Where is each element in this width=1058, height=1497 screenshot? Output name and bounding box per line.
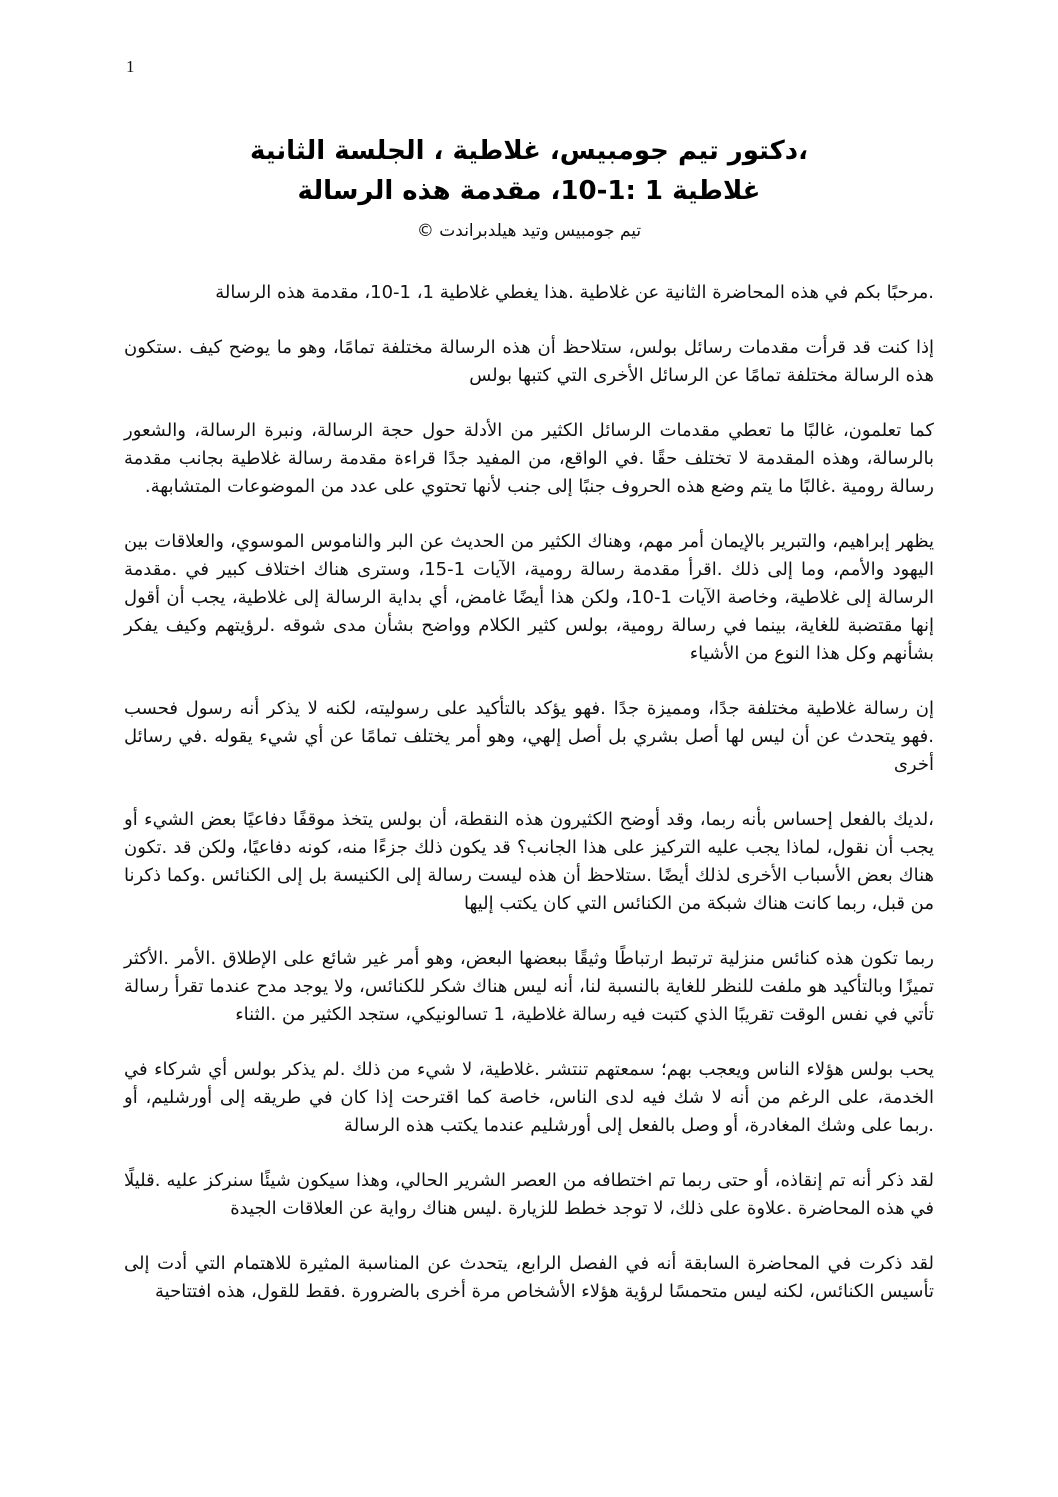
paragraph: يحب بولس هؤلاء الناس ويعجب بهم؛ سمعتهم تنتشر .غلاطية، لا شيء من ذلك .لم يذكر بولس أي شركاء في الخدمة، على الرغم من أنه لا شك فيه لدى الناس، خاصة كما اقترحت إذا كان في طريقه إلى أورشليم، أو .ربما على وشك المغادرة، أو وصل بالفعل إلى أورشليم عندما يكتب هذه الرسالة: [124, 1059, 934, 1136]
paragraph: لقد ذكر أنه تم إنقاذه، أو حتى ربما تم اختطافه من العصر الشرير الحالي، وهذا سيكون شيئًا سنركز عليه .قليلًا في هذه المحاضرة .علاوة على ذلك، لا توجد خطط للزيارة .ليس هناك رواية عن العلاقات الجيدة: [124, 1170, 934, 1219]
title-line-1: ،دكتور تيم جومبيس، غلاطية ، الجلسة الثانية: [250, 136, 808, 166]
document-content: [124, 131, 934, 1333]
paragraph: إذا كنت قد قرأت مقدمات رسائل بولس، ستلاحظ أن هذه الرسالة مختلفة تمامًا، وهو ما يوضح كيف .ستكون هذه الرسالة مختلفة تمامًا عن الرسائل الأخرى التي كتبها بولس: [124, 337, 934, 386]
paragraph: .مرحبًا بكم في هذه المحاضرة الثانية عن غلاطية .هذا يغطي غلاطية 1، 1-10، مقدمة هذه الرسالة: [215, 282, 934, 303]
paragraph: يظهر إبراهيم، والتبرير بالإيمان أمر مهم، وهناك الكثير من الحديث عن البر والناموس الموسوي، والعلاقات بين اليهود والأمم، وما إلى ذلك .اقرأ مقدمة رسالة رومية، الآيات 1-15، وسترى هناك اختلاف كبير في .مقدمة الرسالة إلى غلاطية، وخاصة الآيات 1-10، ولكن هذا أيضًا غامض، أي بداية الرسالة إلى غلاطية، يجب أن أقول إنها مقتضبة للغاية، بينما في رسالة رومية، بولس كثير الكلام وواضح بشأن مدى شوقه .لرؤيتهم وكيف يفكر بشأنهم وكل هذا النوع من الأشياء: [124, 531, 935, 664]
paragraph: إن رسالة غلاطية مختلفة جدًا، ومميزة جدًا .فهو يؤكد بالتأكيد على رسوليته، لكنه لا يذكر أنه رسول فحسب .فهو يتحدث عن أن ليس لها أصل بشري بل أصل إلهي، وهو أمر يختلف تمامًا عن أي شيء يقوله .في رسائل أخرى: [124, 698, 934, 775]
byline: تيم جومبيس وتيد هيلدبراندت ©: [416, 221, 642, 241]
page-number: 1: [126, 57, 135, 76]
body-text: [124, 279, 934, 1306]
title-line-2: غلاطية 1 :1-10، مقدمة هذه الرسالة: [297, 176, 761, 206]
paragraph: ،لديك بالفعل إحساس بأنه ربما، وقد أوضح الكثيرون هذه النقطة، أن بولس يتخذ موقفًا دفاعيًا بعض الشيء أو يجب أن نقول، لماذا يجب عليه التركيز على هذا الجانب؟ قد يكون ذلك جزءًا منه، كونه دفاعيًا، ولكن قد .تكون هناك بعض الأسباب الأخرى لذلك أيضًا .ستلاحظ أن هذه ليست رسالة إلى الكنيسة بل إلى الكنائس .وكما ذكرنا من قبل، ربما كانت هناك شبكة من الكنائس التي كان يكتب إليها: [124, 809, 934, 914]
document-title: [124, 131, 934, 211]
paragraph: كما تعلمون، غالبًا ما تعطي مقدمات الرسائل الكثير من الأدلة حول حجة الرسالة، ونبرة الرسالة، والشعور بالرسالة، وهذه المقدمة لا تختلف حقًا .في الواقع، من المفيد جدًا قراءة مقدمة رسالة غلاطية بجانب مقدمة رسالة رومية .غالبًا ما يتم وضع هذه الحروف جنبًا إلى جنب لأنها تحتوي على عدد من الموضوعات المتشابهة.: [124, 420, 934, 497]
paragraph: ربما تكون هذه كنائس منزلية ترتبط ارتباطًا وثيقًا ببعضها البعض، وهو أمر غير شائع على الإطلاق .الأمر .الأكثر تميزًا وبالتأكيد هو ملفت للنظر للغاية بالنسبة لنا، أنه ليس هناك شكر للكنائس، ولا يوجد مدح عندما تقرأ رسالة تأتي في نفس الوقت تقريبًا الذي كتبت فيه رسالة غلاطية، 1 تسالونيكي، ستجد الكثير من .الثناء: [124, 948, 934, 1025]
paragraph: لقد ذكرت في المحاضرة السابقة أنه في الفصل الرابع، يتحدث عن المناسبة المثيرة للاهتمام التي أدت إلى تأسيس الكنائس، لكنه ليس متحمسًا لرؤية هؤلاء الأشخاص مرة أخرى بالضرورة .فقط للقول، هذه افتتاحية: [124, 1253, 934, 1302]
